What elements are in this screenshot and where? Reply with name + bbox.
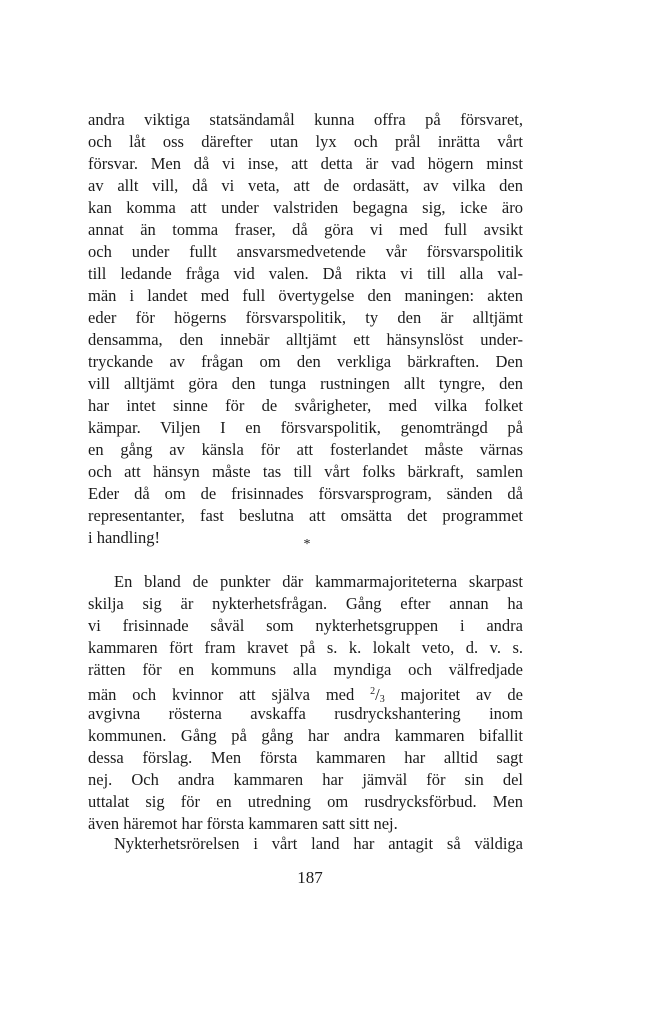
text-line: en gång av känsla för att fosterlandet måste värnas [88,440,523,459]
text-line: En bland de punkter där kammarmajoriteterna skarpast [114,572,523,591]
text-line: dessa förslag. Men första kammaren har alltid sagt [88,748,523,767]
text-line: och låt oss därefter utan lyx och prål inrätta vårt [88,132,523,151]
text-line: rätten för en kommuns alla myndiga och välfredjade [88,660,523,679]
text-line: uttalat sig för en utredning om rusdrycksförbud. Men [88,792,523,811]
text-line: till ledande fråga vid valen. Då rikta vi till alla val- [88,264,523,283]
text-line: vill alltjämt göra den tunga rustningen allt tyngre, den [88,374,523,393]
text-line: kommunen. Gång på gång har andra kammaren bifallit [88,726,523,745]
section-separator-asterisk: * [303,537,311,552]
fraction-slash: / [375,685,380,704]
text-line: män i landet med full övertygelse den maningen: akten [88,286,523,305]
text-line: nej. Och andra kammaren har jämväl för sin del [88,770,523,789]
page-number: 187 [297,868,323,887]
text-line: kammaren fört fram kravet på s. k. lokalt veto, d. v. s. [88,638,523,657]
text-line: vi frisinnade såväl som nykterhetsgruppen i andra [88,616,523,635]
text-line: även häremot har första kammaren satt sitt nej. [88,814,398,833]
fraction-denominator: 3 [379,694,385,705]
text-line: tryckande av frågan om den verkliga bärkraften. Den [88,352,523,371]
text-line: annat än tomma fraser, då göra vi med full avsikt [88,220,523,239]
text-line: har intet sinne för de svårigheter, med vilka folket [88,396,523,415]
fraction-numerator: 2 [370,686,376,697]
text-line: skilja sig är nykterhetsfrågan. Gång efter annan ha [88,594,523,613]
text-line: kämpar. Viljen I en försvarspolitik, genomträngd på [88,418,523,437]
text-line: av allt vill, då vi veta, att de ordasätt, av vilka den [88,176,523,195]
text-segment: majoritet av de [384,685,523,704]
text-line: representanter, fast beslutna att omsätta det programmet [88,506,523,525]
text-line: Eder då om de frisinnades försvarsprogram, sänden då [88,484,523,503]
text-line: eder för högerns försvarspolitik, ty den är alltjämt [88,308,523,327]
text-segment: män och kvinnor att själva med [88,685,371,704]
text-line: avgivna rösterna avskaffa rusdryckshantering inom [88,704,523,723]
text-line: och under fullt ansvarsmedvetende vår försvarspolitik [88,242,523,261]
text-line: Nykterhetsrörelsen i vårt land har antagit så väldiga [114,834,523,853]
text-line: i handling! [88,528,160,547]
text-line: andra viktiga statsändamål kunna offra på försvaret, [88,110,523,129]
text-line: kan komma att under valstriden begagna sig, icke äro [88,198,523,217]
text-line: densamma, den innebär alltjämt ett hänsynslöst under- [88,330,523,349]
text-line: försvar. Men då vi inse, att detta är vad högern minst [88,154,523,173]
text-line: och att hänsyn måste tas till vårt folks bärkraft, samlen [88,462,523,481]
